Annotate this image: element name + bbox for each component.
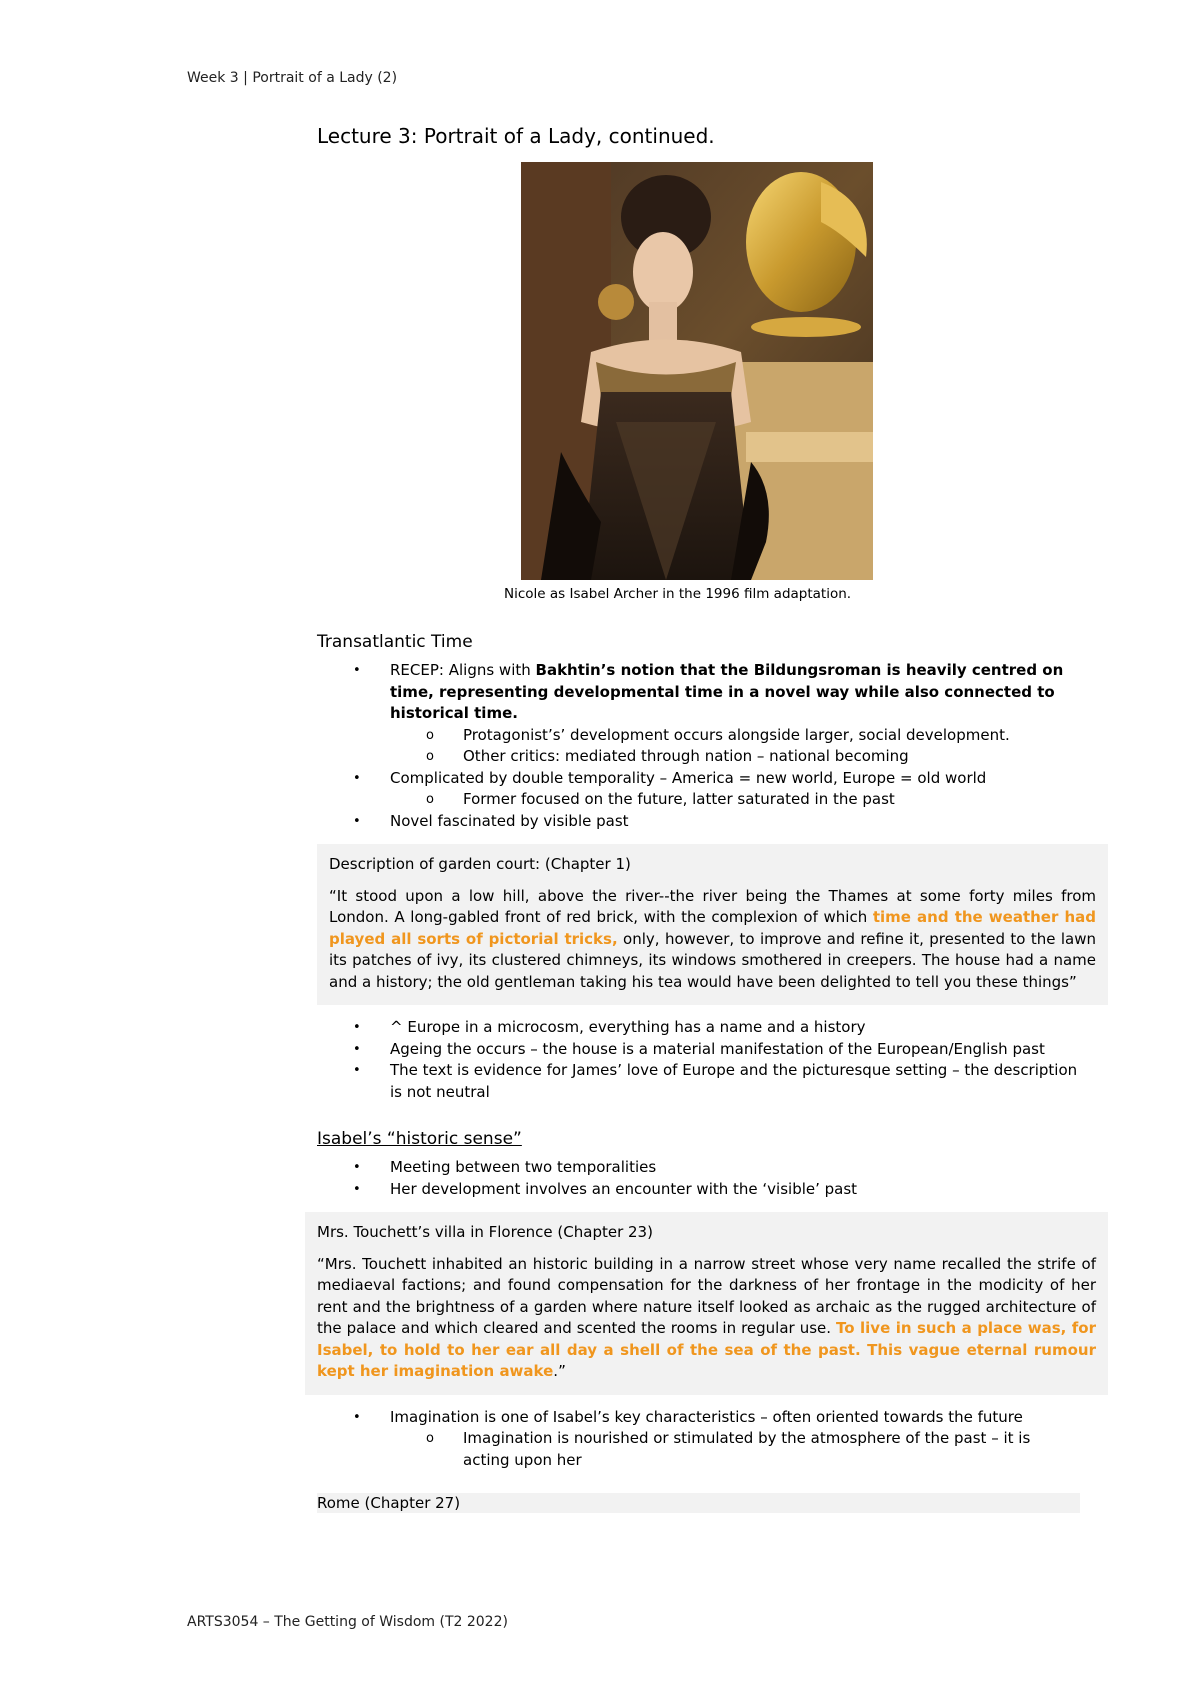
quote-text [317, 1254, 1096, 1383]
list-item: • Her development involves an encounter with the ‘visible’ past [317, 1179, 1081, 1201]
section-heading-historic-sense: Isabel’s “historic sense” [317, 1129, 522, 1149]
sub-list [390, 725, 1081, 768]
figure [317, 162, 1081, 602]
list-item [317, 1407, 1081, 1472]
sub-list-item: o Imagination is nourished or stimulated by the atmosphere of the past – it is acting upon her [390, 1428, 1081, 1471]
quote-text-part: only, however, to improve and refine it, presented to the lawn its patches of ivy, its clustered chimneys, its windows smothered in creepers. The house had a name and a history; the old gentleman taking his tea would have been delighted to tell you these things” [329, 929, 1097, 991]
list-item [317, 660, 1081, 768]
list-item [317, 768, 1081, 811]
list-item: • ^ Europe in a microcosm, everything has a name and a history [317, 1017, 1081, 1039]
quote-text-part: “Mrs. Touchett inhabited an historic building in a narrow street whose very name recalled the strife of mediaeval factions; and found compensation for the darkness of her frontage in the modicity of her rent and the brightness of a garden where nature itself looked as archaic as the rugged architecture of the palace and which cleared and scented the rooms in regular use. [317, 1254, 1096, 1337]
quote-highlight: To live in such a place was, for Isabel, to hold to her ear all day a shell of the sea of the past. This vague eternal rumour kept her imagination awake [317, 1319, 1096, 1380]
bullet-list [317, 660, 1081, 832]
sub-list [390, 789, 1081, 811]
rome-section-title: Rome (Chapter 27) [317, 1493, 1080, 1513]
lecture-title: Lecture 3: Portrait of a Lady, continued. [317, 124, 715, 148]
list-item: • The text is evidence for James’ love of Europe and the picturesque setting – the description is not neutral [317, 1060, 1081, 1103]
quote-title: Description of garden court: (Chapter 1) [329, 855, 631, 873]
section-heading-transatlantic-time: Transatlantic Time [317, 632, 473, 652]
quote-highlight: time and the weather had played all sorts of pictorial tricks, [329, 908, 1096, 948]
sub-list-item: o Protagonist’s’ development occurs alongside larger, social development. [390, 725, 1081, 747]
bullet-text: RECEP: Aligns with [390, 661, 536, 679]
list-item: • Novel fascinated by visible past [317, 811, 1081, 833]
bullet-bold-text: Bakhtin’s notion that the Bildungsroman is heavily centred on time, representing developmental time in a novel way while also connected to historical time. [390, 661, 1064, 722]
page-header: Week 3 | Portrait of a Lady (2) [187, 70, 398, 86]
sub-list-item: o Former focused on the future, latter saturated in the past [390, 789, 1081, 811]
bullet-text: Complicated by double temporality – America = new world, Europe = old world [390, 768, 987, 787]
bullet-list [317, 1017, 1081, 1103]
quote-title: Mrs. Touchett’s villa in Florence (Chapter 23) [317, 1223, 653, 1241]
film-still-image [521, 162, 873, 580]
quote-text [329, 886, 1096, 994]
page-footer: ARTS3054 – The Getting of Wisdom (T2 2022) [187, 1614, 508, 1630]
sub-list [390, 1428, 1081, 1471]
bullet-text: Imagination is one of Isabel’s key characteristics – often oriented towards the future [390, 1407, 1023, 1426]
list-item: • Ageing the occurs – the house is a material manifestation of the European/English past [317, 1039, 1081, 1061]
bullet-list [317, 1407, 1081, 1472]
quote-text-part: “It stood upon a low hill, above the river--the river being the Thames at some forty miles from London. A long-gabled front of red brick, with the complexion of which [329, 886, 1096, 926]
list-item: • Meeting between two temporalities [317, 1157, 1081, 1179]
bullet-list [317, 1157, 1081, 1200]
sub-list-item: o Other critics: mediated through nation – national becoming [390, 746, 1081, 768]
quote-text-part: .” [553, 1362, 566, 1380]
quote-box-garden-court [317, 844, 1108, 1005]
quote-box-villa-florence [305, 1212, 1108, 1395]
figure-caption: Nicole as Isabel Archer in the 1996 film adaptation. [504, 586, 852, 602]
main-content [317, 124, 1097, 1513]
